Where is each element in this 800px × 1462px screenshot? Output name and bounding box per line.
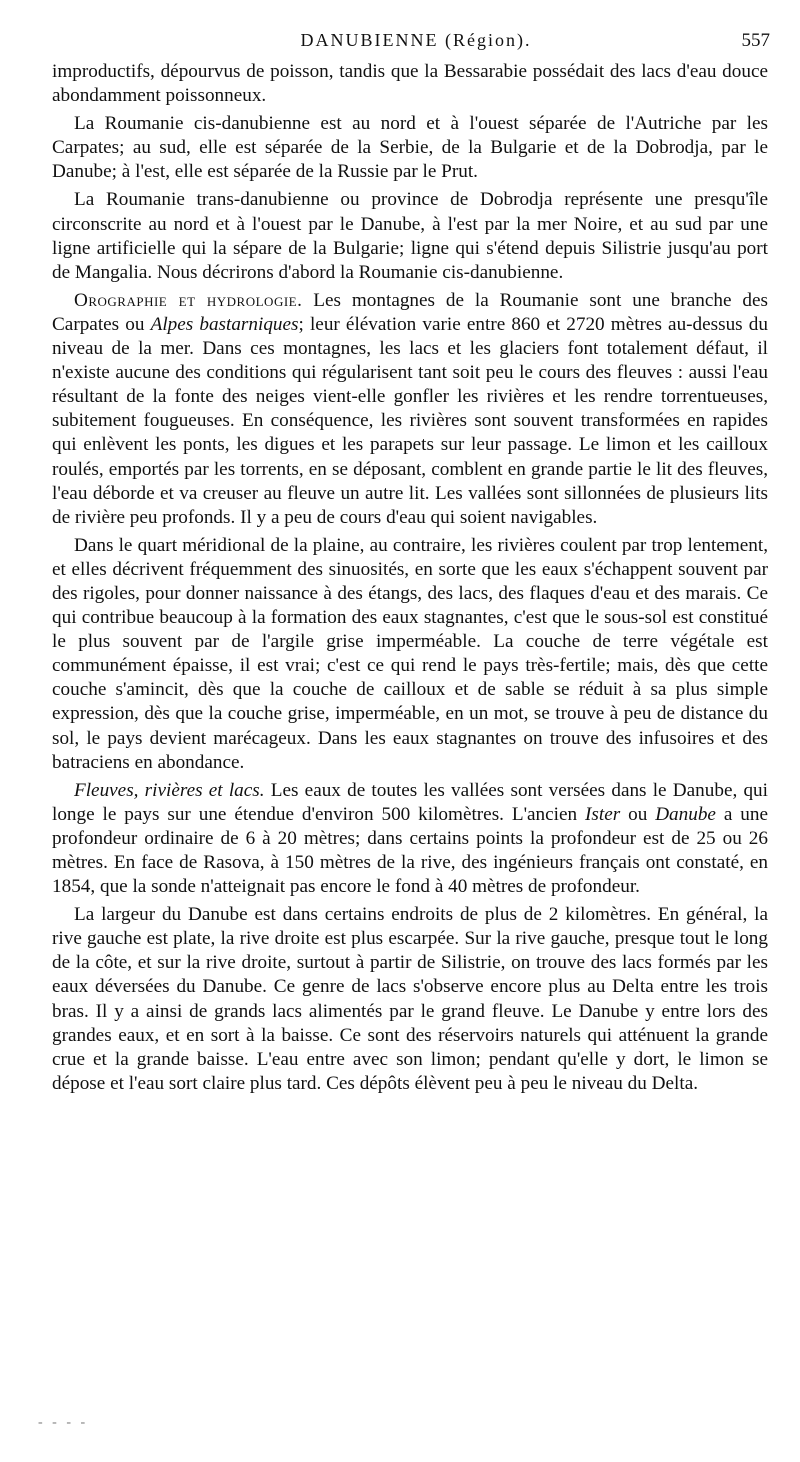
paragraph-plaine: Dans le quart méridional de la plaine, au contraire, les rivières coulent par trop lentement, et elles décrivent fréquemment des sinuosités, en sorte que les eaux s'échappent souvent par des rigoles, pour donner naissance à des étangs, des lacs, des flaques d'eau et des marais. Ce qui contribue beaucoup à la formation des eaux stagnantes, c'est que le sous-sol est constitué le plus souvent par de l'argile grise imperméable. La couche de terre végétale est communément épaisse, il est vrai; c'est ce qui rend le pays très-fertile; mais, dès que cette couche s'amincit, dès que la couche de cailloux et de sable se réduit à sa plus simple expression, dès que la couche grise, imperméable, en un mot, se trouve à peu de distance du sol, le pays devient marécageux. Dans les eaux stagnantes on trouve des infusoires et des batraciens en abondance.: [52, 534, 768, 773]
italic-term: Alpes bastarniques: [150, 313, 299, 335]
paragraph-roumanie-cis-danubienne: La Roumanie cis-danubienne est au nord et à l'ouest séparée de l'Autriche par les Carpates; au sud, elle est séparée de la Serbie, de la Bulgarie et de la Dobrodja, par le Danube; à l'est, elle est séparée de la Russie par le Prut.: [52, 113, 768, 183]
paragraph-roumanie-trans-danubienne: La Roumanie trans-danubienne ou province de Dobrodja représente une presqu'île circonscrite au nord et à l'ouest par le Danube, à l'est par la mer Noire, et au sud par une ligne artificielle qui la sépare de la Bulgarie; ligne qui s'étend depuis Silistrie jusqu'au port de Mangalia. Nous décrirons d'abord la Roumanie cis-danubienne.: [52, 189, 768, 283]
section-heading-fleuves: Fleuves, rivières et lacs.: [74, 779, 265, 801]
paragraph-text: Les eaux de toutes les vallées sont versées dans le Danube, qui longe le pays sur une étendue d'environ 500 kilomètres. L'ancien: [52, 779, 768, 825]
section-heading-orographie: Orographie et hydrologie.: [74, 289, 303, 311]
page-number: 557: [741, 30, 770, 51]
paragraph-text: a une profondeur ordinaire de 6 à 20 mètres; dans certains points la profondeur est de 25 ou 26 mètres. En face de Rasova, à 150 mètres de la rive, des ingénieurs français ont constaté, en 1854, que la sonde n'atteignait pas encore le fond à 40 mètres de profondeur.: [52, 803, 768, 898]
paragraph-orographie: [52, 289, 768, 530]
paragraph-text: ou: [620, 803, 656, 825]
paragraph-text: ; leur élévation varie entre 860 et 2720 mètres au-dessus du niveau de la mer. Dans ces montagnes, les lacs et les glaciers font totalement défaut, il n'existe aucune des conditions qui régularisent tant soit peu le cours des fleuves : aussi l'eau résultant de la fonte des neiges vient-elle gonfler les rivières et les rendre torrentueuses, subitement fougueuses. En conséquence, les rivières sont souvent transformées en rapides qui enlèvent les ponts, les digues et les parapets sur leur passage. Le limon et les cailloux roulés, emportés par les torrents, en se déposant, comblent en grande partie le lit des fleuves, l'eau déborde et va creuser au fleuve un autre lit. Les vallées sont sillonnées de plusieurs lits de rivière peu profonds. Il y a peu de cours d'eau qui soient navigables.: [52, 313, 768, 528]
footer-marks: - - - -: [38, 1415, 89, 1430]
paragraph-fleuves: [52, 779, 768, 899]
paragraph-continuation: improductifs, dépourvus de poisson, tandis que la Bessarabie possédait des lacs d'eau douce abondamment poissonneux.: [52, 61, 768, 107]
paragraph-largeur-danube: La largeur du Danube est dans certains endroits de plus de 2 kilomètres. En général, la rive gauche est plate, la rive droite est plus escarpée. Sur la rive gauche, presque tout le long de la côte, et sur la rive droite, surtout à partir de Silistrie, on trouve des lacs formés par les eaux déversées du Danube. Ce genre de lacs s'observe encore plus au Delta entre les trois bras. Il y a ainsi de grands lacs alimentés par le grand fleuve. Le Danube y entre lors des grandes eaux, et en sort à la baisse. Ce sont des réservoirs naturels qui atténuent la grande crue et la grande baisse. L'eau entre avec son limon; pendant qu'elle y dort, le limon se dépose et l'eau sort claire plus tard. Ces dépôts élèvent peu à peu le niveau du Delta.: [52, 904, 768, 1094]
body-text: [52, 60, 768, 1096]
paragraph-text: Les montagnes de la Roumanie sont une branche des Carpates ou: [52, 289, 768, 335]
italic-term: Ister: [585, 803, 621, 825]
running-title: DANUBIENNE (Région).: [300, 30, 532, 50]
running-header: [52, 30, 780, 56]
italic-term: Danube: [655, 803, 716, 825]
